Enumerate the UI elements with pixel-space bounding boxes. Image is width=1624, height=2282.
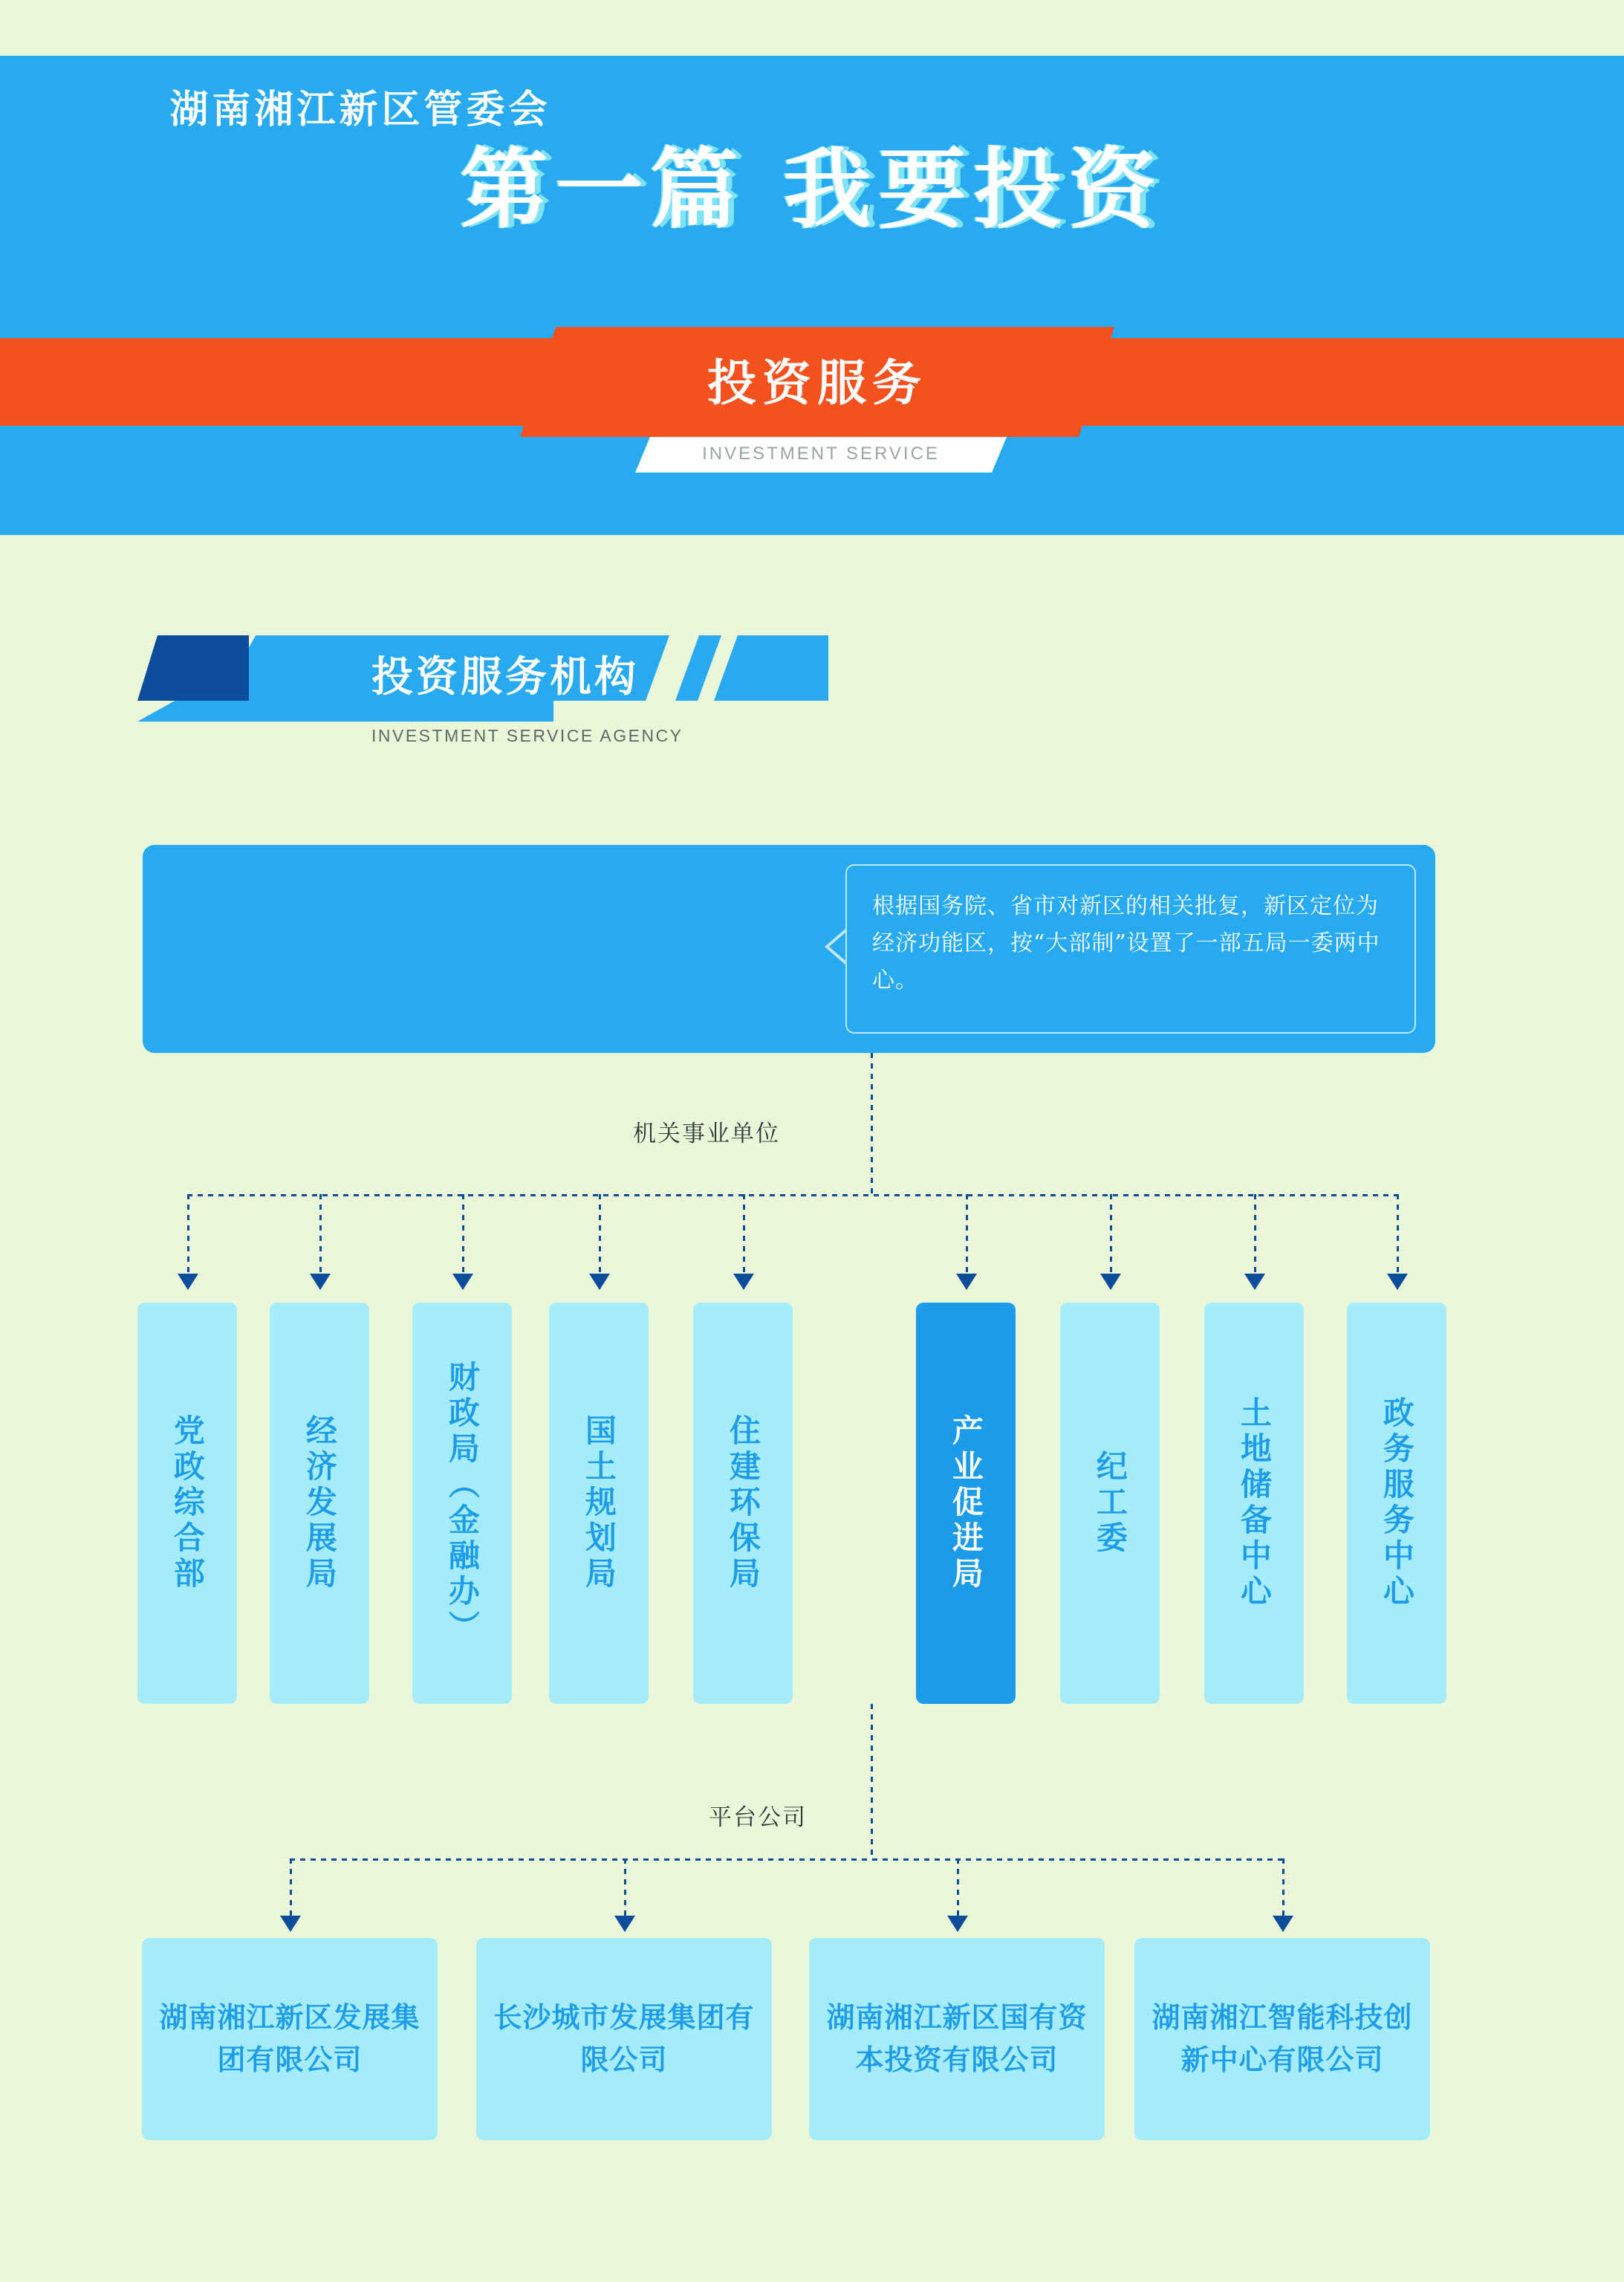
arrow-dept-8: [1387, 1274, 1408, 1290]
dept-node-6[interactable]: [1060, 1303, 1160, 1704]
connector-dept-6: [1110, 1194, 1112, 1276]
platform-node-1[interactable]: [476, 1938, 772, 2140]
arrow-dept-2: [452, 1274, 473, 1290]
dept-node-4[interactable]: [693, 1303, 793, 1704]
connector-platform-1: [624, 1858, 626, 1918]
connector-root-to-platforms: [871, 1704, 873, 1858]
platform-node-2[interactable]: [809, 1938, 1105, 2140]
dept-label-5: 产业促进局: [947, 1414, 984, 1592]
org-root-label: 湖南湘江新区管委会: [169, 88, 551, 132]
connector-dept-2: [462, 1194, 464, 1276]
dept-node-7[interactable]: [1204, 1303, 1304, 1704]
connector-dept-4: [743, 1194, 745, 1276]
platform-label-0: 湖南湘江新区发展集团有限公司: [159, 2001, 420, 2076]
arrow-platform-1: [614, 1916, 635, 1932]
platform-label-3: 湖南湘江智能科技创新中心有限公司: [1152, 2001, 1413, 2076]
section-bar-lower: [137, 701, 553, 722]
header-subtitle-banner: [520, 327, 1114, 464]
arrow-platform-0: [280, 1916, 301, 1932]
dept-node-5[interactable]: [916, 1303, 1016, 1704]
connector-dept-8: [1397, 1194, 1399, 1276]
arrow-dept-3: [589, 1274, 610, 1290]
section-bar-dark: [137, 635, 249, 701]
dept-label-4: 住建环保局: [724, 1414, 761, 1592]
arrow-dept-7: [1244, 1274, 1265, 1290]
dept-label-6: 纪工委: [1091, 1450, 1128, 1557]
connector-platforms-bus: [290, 1858, 1282, 1861]
dept-node-2[interactable]: [412, 1303, 512, 1704]
dept-node-0[interactable]: [137, 1303, 237, 1704]
platform-label-1: 长沙城市发展集团有限公司: [493, 2001, 755, 2076]
branch-label-agencies: 机关事业单位: [623, 1115, 790, 1148]
page-title: 第一篇 我要投资: [460, 138, 1164, 241]
arrow-dept-0: [178, 1274, 198, 1290]
connector-dept-1: [319, 1194, 322, 1276]
connector-dept-5: [966, 1194, 968, 1276]
dept-node-1[interactable]: [270, 1303, 369, 1704]
section-heading: [137, 635, 747, 762]
dept-label-7: 土地储备中心: [1235, 1396, 1273, 1610]
arrow-dept-6: [1100, 1274, 1121, 1290]
dept-label-8: 政务服务中心: [1378, 1396, 1415, 1610]
connector-root-to-agencies: [871, 1053, 873, 1194]
arrow-dept-4: [733, 1274, 754, 1290]
dept-label-0: 党政综合部: [169, 1414, 206, 1592]
connector-dept-7: [1254, 1194, 1256, 1276]
connector-platform-3: [1282, 1858, 1284, 1918]
arrow-platform-2: [947, 1916, 968, 1932]
org-root-note: 根据国务院、省市对新区的相关批复，新区定位为经济功能区，按“大部制”设置了一部五局一委两中心。: [845, 864, 1416, 1034]
connector-platform-2: [957, 1858, 959, 1918]
platform-node-0[interactable]: [142, 1938, 438, 2140]
connector-dept-0: [187, 1194, 189, 1276]
dept-node-8[interactable]: [1347, 1303, 1446, 1704]
connector-platform-0: [290, 1858, 292, 1918]
connector-agencies-bus: [187, 1194, 1398, 1196]
arrow-dept-1: [310, 1274, 331, 1290]
dept-label-2: 财政局（金融办）: [444, 1361, 481, 1646]
header-subtitle: 投资服务: [707, 354, 927, 412]
dept-node-3[interactable]: [549, 1303, 649, 1704]
connector-dept-3: [599, 1194, 601, 1276]
arrow-dept-5: [956, 1274, 977, 1290]
arrow-platform-3: [1273, 1916, 1293, 1932]
dept-label-1: 经济发展局: [301, 1414, 338, 1592]
dept-label-3: 国土规划局: [580, 1414, 617, 1592]
section-title-en: INVESTMENT SERVICE AGENCY: [371, 726, 683, 745]
platform-node-3[interactable]: [1134, 1938, 1430, 2140]
platform-label-2: 湖南湘江新区国有资本投资有限公司: [826, 2001, 1088, 2076]
section-title: 投资服务机构: [371, 653, 639, 701]
branch-label-platforms: 平台公司: [698, 1798, 817, 1832]
header-subtitle-en: INVESTMENT SERVICE: [702, 444, 940, 464]
